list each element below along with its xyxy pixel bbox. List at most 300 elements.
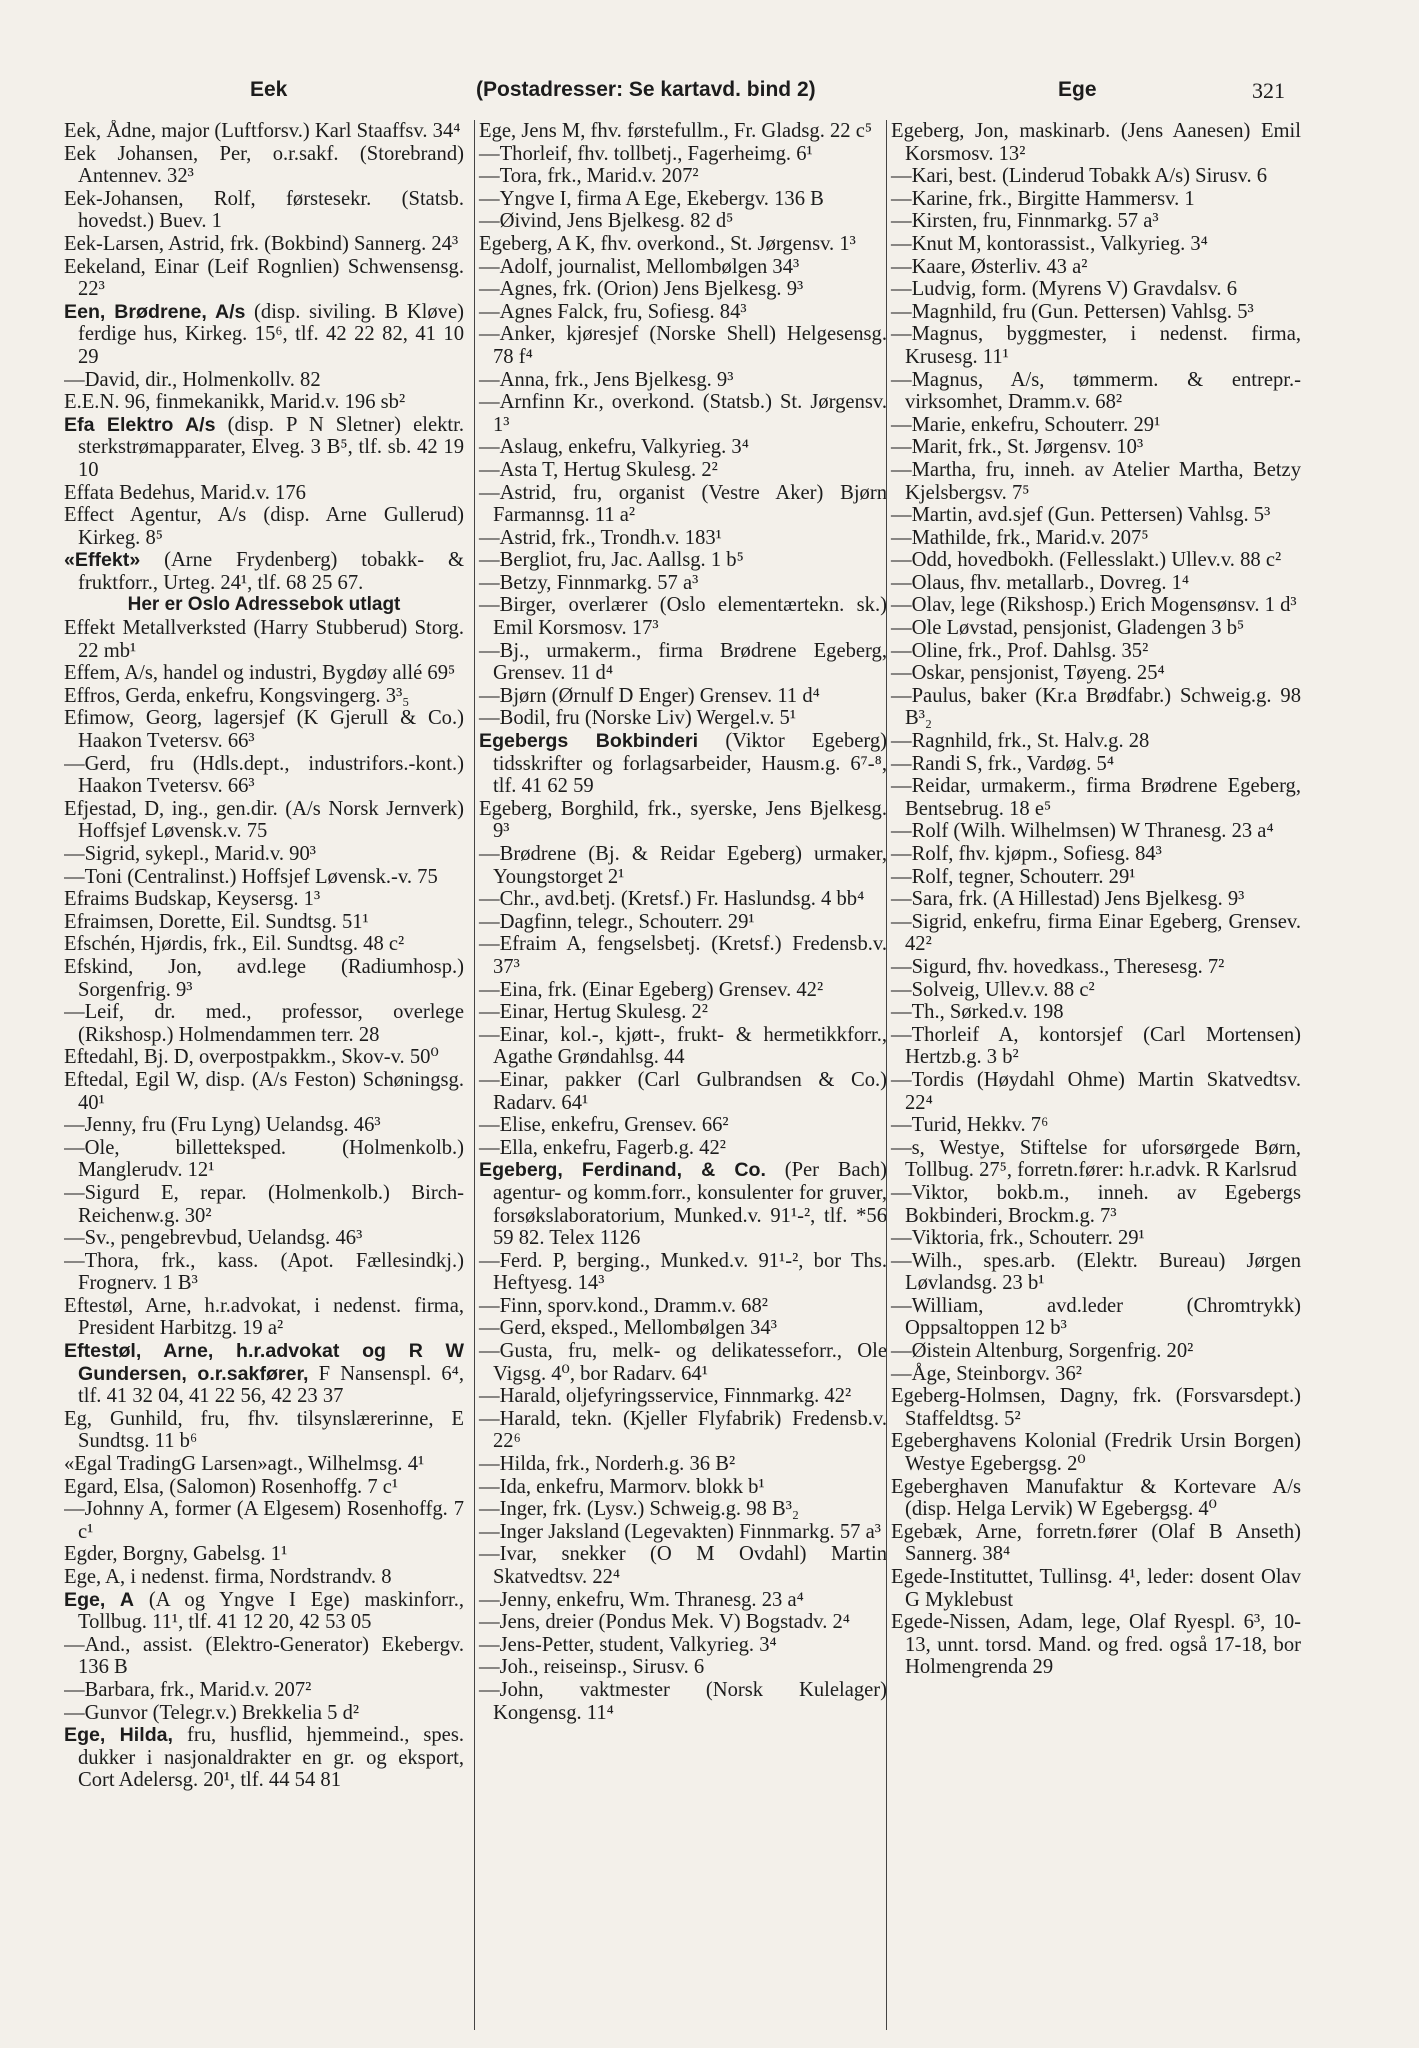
entry-text: —Toni (Centralinst.) Hoffsjef Løvensk.-v. 75 <box>64 865 438 888</box>
entry-text: —Sigrid, enkefru, firma Einar Egeberg, Grensev. 42² <box>891 910 1301 956</box>
entry-text: Effros, Gerda, enkefru, Kongsvingerg. 3³₅ <box>64 684 410 707</box>
directory-entry <box>891 956 1301 979</box>
entry-text: —Kari, best. (Linderud Tobakk A/s) Sirusv. 6 <box>891 165 1268 188</box>
entry-text: F Nansenspl. 6⁴, tlf. 41 32 04, 41 22 56, 42 23 37 <box>78 1362 464 1408</box>
entry-bold-name: Ege, Hilda, <box>64 1724 173 1747</box>
directory-entry <box>64 143 464 188</box>
entry-text: Egede-Nissen, Adam, lege, Olaf Ryespl. 6³, 10-13, unnt. torsd. Mand. og fred. også 17-18, bor Holmengrenda 29 <box>891 1611 1301 1679</box>
directory-entry <box>891 1340 1301 1363</box>
entry-text: —Bodil, fru (Norske Liv) Wergel.v. 5¹ <box>479 707 796 730</box>
directory-entry <box>64 617 464 662</box>
directory-entry <box>891 301 1301 324</box>
directory-entry <box>891 120 1301 165</box>
entry-bold-name: Een, Brødrene, A/s <box>64 300 246 323</box>
entry-text: —Olaus, fhv. metallarb., Dovreg. 1⁴ <box>891 571 1190 594</box>
entry-bold-name: Ege, A <box>64 1588 134 1611</box>
directory-entry <box>891 662 1301 685</box>
entry-text: —Th., Sørked.v. 198 <box>891 1001 1064 1024</box>
directory-entry <box>891 979 1301 1002</box>
entry-text: E.E.N. 96, finmekanikk, Marid.v. 196 sb² <box>64 391 406 414</box>
directory-entry <box>64 1182 464 1227</box>
entry-text: Eg, Gunhild, fru, fhv. tilsynslærerinne, E Sundtsg. 11 b⁶ <box>64 1407 464 1453</box>
directory-entry <box>479 188 887 211</box>
directory-entry <box>479 1656 887 1679</box>
entry-text: —John, vaktmester (Norsk Kulelager) Kongensg. 11⁴ <box>479 1678 887 1724</box>
entry-text: —Agnes, frk. (Orion) Jens Bjelkesg. 9³ <box>479 278 804 301</box>
entry-text: —Jenny, enkefru, Wm. Thranesg. 23 a⁴ <box>479 1588 804 1611</box>
entry-text: —Brødrene (Bj. & Reidar Egeberg) urmaker, Youngstorget 2¹ <box>479 843 887 888</box>
column-1 <box>64 120 464 2030</box>
entry-text: —Turid, Hekkv. 7⁶ <box>891 1114 1049 1137</box>
entry-text: Egder, Borgny, Gabelsg. 1¹ <box>64 1543 288 1566</box>
entry-text: (A og Yngve I Ege) maskinforr., Tollbug. 11¹, tlf. 41 12 20, 42 53 05 <box>78 1588 464 1634</box>
entry-text: —Anna, frk., Jens Bjelkesg. 9³ <box>479 368 734 391</box>
entry-text: —Solveig, Ullev.v. 88 c² <box>891 978 1095 1001</box>
directory-entry <box>891 911 1301 956</box>
directory-entry <box>479 1069 887 1114</box>
entry-text: «Egal TradingG Larsen»agt., Wilhelmsg. 4¹ <box>64 1453 425 1476</box>
entry-text: —Chr., avd.betj. (Kretsf.) Fr. Haslundsg. 4 bb⁴ <box>479 888 865 911</box>
entry-text: —Astrid, frk., Trondh.v. 183¹ <box>479 526 722 549</box>
directory-entry <box>891 1114 1301 1137</box>
entry-text: Ege, A, i nedenst. firma, Nordstrandv. 8 <box>64 1566 392 1588</box>
entry-text: —Sigurd E, repar. (Holmenkolb.) Birch-Reichenw.g. 30² <box>64 1181 464 1227</box>
directory-entry <box>479 1634 887 1657</box>
directory-entry <box>64 120 464 143</box>
directory-entry <box>479 1317 887 1340</box>
directory-entry <box>64 1295 464 1340</box>
directory-entry <box>479 1521 887 1544</box>
directory-entry <box>891 843 1301 866</box>
entry-text: —Tordis (Høydahl Ohme) Martin Skatvedtsv. 22⁴ <box>891 1068 1301 1114</box>
entry-text: —Ida, enkefru, Marmorv. blokk b¹ <box>479 1475 765 1498</box>
entry-text: (Viktor Egeberg) tidsskrifter og forlagsarbeider, Hausm.g. 6⁷-⁸, tlf. 41 62 59 <box>493 730 887 798</box>
directory-entry <box>479 1295 887 1318</box>
directory-entry <box>891 730 1301 753</box>
directory-entry <box>64 301 464 369</box>
directory-entry <box>64 1250 464 1295</box>
entry-text: —Øistein Altenburg, Sorgenfrig. 20² <box>891 1340 1194 1363</box>
header-first-name: Eek <box>250 78 288 101</box>
entry-text: Eftestøl, Arne, h.r.advokat, i nedenst. firma, President Harbitzg. 19 a² <box>64 1294 464 1340</box>
directory-entry <box>479 1340 887 1385</box>
directory-entry <box>64 1543 464 1566</box>
page-number: 321 <box>1252 78 1285 103</box>
entry-text: Efskind, Jon, avd.lege (Radiumhosp.) Sorgenfrig. 9³ <box>64 955 464 1001</box>
directory-entry <box>891 165 1301 188</box>
directory-entry <box>479 707 887 730</box>
entry-text: Effem, A/s, handel og industri, Bygdøy allé 69⁵ <box>64 662 456 685</box>
entry-text: —Barbara, frk., Marid.v. 207² <box>64 1678 312 1701</box>
entry-text: Eekeland, Einar (Leif Rognlien) Schwensensg. 22³ <box>64 255 464 301</box>
entry-text: Eek-Johansen, Rolf, førstesekr. (Statsb. hovedst.) Buev. 1 <box>64 187 464 233</box>
directory-entry <box>479 1250 887 1295</box>
entry-bold-name: Egebergs Bokbinderi <box>479 730 699 753</box>
entry-text: —Gerd, fru (Hdls.dept., industrifors.-kont.) Haakon Tvetersv. 66³ <box>64 752 464 798</box>
entry-text: —Astrid, fru, organist (Vestre Aker) Bjørn Farmannsg. 11 a² <box>479 481 887 527</box>
entry-text: Egeberg, A K, fhv. overkond., St. Jørgensv. 1³ <box>479 232 856 255</box>
entry-text: —Oline, frk., Prof. Dahlsg. 35² <box>891 639 1149 662</box>
directory-entry <box>891 210 1301 233</box>
directory-entry <box>64 685 464 708</box>
directory-entry <box>891 572 1301 595</box>
entry-text: —Sara, frk. (A Hillestad) Jens Bjelkesg. 9³ <box>891 888 1245 911</box>
directory-entry <box>64 933 464 956</box>
entry-text: —Tora, frk., Marid.v. 207² <box>479 165 699 188</box>
directory-entry <box>64 1702 464 1725</box>
entry-text: —Rolf, fhv. kjøpm., Sofiesg. 84³ <box>891 843 1162 865</box>
entry-text: —Rolf (Wilh. Wilhelmsen) W Thranesg. 23 a⁴ <box>891 820 1274 843</box>
entry-text: (disp. siviling. B Kløve) ferdige hus, Kirkeg. 15⁶, tlf. 42 22 82, 41 10 29 <box>78 300 464 368</box>
entry-text: —Harald, oljefyringsservice, Finnmarkg. 42² <box>479 1385 852 1408</box>
directory-entry <box>479 482 887 527</box>
entry-text: —Hilda, frk., Norderh.g. 36 B² <box>479 1453 736 1476</box>
entry-text: —Reidar, urmakerm., firma Brødrene Egeberg, Bentsebrug. 18 e⁵ <box>891 775 1301 820</box>
directory-entry <box>891 685 1301 730</box>
entry-text: —Betzy, Finnmarkg. 57 a³ <box>479 571 699 594</box>
directory-entry <box>891 414 1301 437</box>
entry-text: —Viktoria, frk., Schouterr. 29¹ <box>891 1227 1145 1250</box>
entry-bold-name: Egeberg, Ferdinand, & Co. <box>479 1159 766 1182</box>
directory-entry <box>479 798 887 843</box>
entry-text: —Ivar, snekker (O M Ovdahl) Martin Skatvedtsv. 22⁴ <box>479 1543 887 1588</box>
entry-text: —Elise, enkefru, Grensev. 66² <box>479 1114 729 1137</box>
entry-text: —Sv., pengebrevbud, Uelandsg. 46³ <box>64 1227 363 1250</box>
directory-entry <box>64 1566 464 1589</box>
directory-entry <box>479 1137 887 1160</box>
entry-text: —Øivind, Jens Bjelkesg. 82 d⁵ <box>479 210 734 233</box>
entry-text: Ege, Jens M, fhv. førstefullm., Fr. Gladsg. 22 c⁵ <box>479 120 873 142</box>
directory-entry <box>891 775 1301 820</box>
entry-text: —And., assist. (Elektro-Generator) Ekebergv. 136 B <box>64 1633 464 1679</box>
directory-entry <box>891 188 1301 211</box>
directory-entry <box>891 820 1301 843</box>
directory-entry <box>891 888 1301 911</box>
entry-text: —Wilh., spes.arb. (Elektr. Bureau) Jørgen Løvlandsg. 23 b¹ <box>891 1249 1301 1295</box>
entry-text: —Oskar, pensjonist, Tøyeng. 25⁴ <box>891 662 1165 685</box>
directory-entry <box>891 866 1301 889</box>
directory-entry <box>64 1046 464 1069</box>
entry-text: —Odd, hovedbokh. (Fellesslakt.) Ullev.v. 88 c² <box>891 549 1282 572</box>
directory-entry <box>891 527 1301 550</box>
entry-text: —Jenny, fru (Fru Lyng) Uelandsg. 46³ <box>64 1114 381 1137</box>
directory-entry <box>64 956 464 1001</box>
entry-text: —Knut M, kontorassist., Valkyrieg. 3⁴ <box>891 232 1208 255</box>
entry-text: —Thorleif, fhv. tollbetj., Fagerheimg. 6¹ <box>479 142 813 165</box>
directory-entry <box>479 143 887 166</box>
directory-entry <box>64 798 464 843</box>
directory-entry <box>64 188 464 233</box>
entry-text: —Olav, lege (Rikshosp.) Erich Mogensønsv. 1 d³ <box>891 594 1297 617</box>
entry-text: Egard, Elsa, (Salomon) Rosenhoffg. 7 c¹ <box>64 1475 399 1498</box>
directory-entry <box>891 617 1301 640</box>
directory-entry <box>479 1001 887 1024</box>
directory-entry <box>891 549 1301 572</box>
directory-entry <box>891 1227 1301 1250</box>
directory-entry <box>64 256 464 301</box>
entry-text: —Johnny A, former (A Elgesem) Rosenhoffg. 7 c¹ <box>64 1498 464 1543</box>
entry-text: —Thora, frk., kass. (Apot. Fællesindkj.) Frognerv. 1 B³ <box>64 1249 464 1295</box>
entry-text: Eek-Larsen, Astrid, frk. (Bokbind) Sannerg. 24³ <box>64 232 459 255</box>
column-3 <box>886 120 1301 2030</box>
directory-entry <box>479 594 887 639</box>
entry-text: —Gunvor (Telegr.v.) Brekkelia 5 d² <box>64 1701 360 1724</box>
directory-entry <box>64 1137 464 1182</box>
entry-text: —Randi S, frk., Vardøg. 5⁴ <box>891 752 1115 775</box>
entry-text: —Yngve I, firma A Ege, Ekebergv. 136 B <box>479 187 824 210</box>
directory-entry <box>64 1227 464 1250</box>
directory-entry <box>479 933 887 978</box>
entry-text: (disp. P N Sletner) elektr. sterkstrømapparater, Elveg. 3 B⁵, tlf. sb. 42 19 10 <box>78 413 464 481</box>
entry-text: Efimow, Georg, lagersjef (K Gjerull & Co.) Haakon Tvetersv. 66³ <box>64 707 464 753</box>
entry-text: (Arne Frydenberg) tobakk- & fruktforr., Urteg. 24¹, tlf. 68 25 67. <box>78 549 464 594</box>
directory-entry <box>479 391 887 436</box>
entry-text: —Ludvig, form. (Myrens V) Gravdalsv. 6 <box>891 278 1238 301</box>
directory-entry <box>64 1069 464 1114</box>
directory-entry <box>64 753 464 798</box>
directory-entry <box>64 549 464 594</box>
directory-entry <box>64 888 464 911</box>
entry-text: —Kaare, Østerliv. 43 a² <box>891 255 1088 278</box>
directory-entry <box>479 730 887 798</box>
directory-entry <box>479 256 887 279</box>
entry-text: —Arnfinn Kr., overkond. (Statsb.) St. Jørgensv. 1³ <box>479 391 887 436</box>
entry-text: Effect Agentur, A/s (disp. Arne Gullerud) Kirkeg. 8⁵ <box>64 504 464 549</box>
directory-entry <box>64 911 464 934</box>
entry-text: Egeberg-Holmsen, Dagny, frk. (Forsvarsdept.) Staffeldtsg. 5² <box>891 1385 1301 1430</box>
directory-entry <box>479 369 887 392</box>
directory-entry <box>479 233 887 256</box>
directory-entry <box>64 866 464 889</box>
entry-text: Efraimsen, Dorette, Eil. Sundtsg. 51¹ <box>64 910 369 933</box>
entry-text: Egeberg, Jon, maskinarb. (Jens Aanesen) Emil Korsmosv. 13² <box>891 120 1301 165</box>
directory-entry <box>479 1679 887 1724</box>
directory-entry <box>479 1498 887 1521</box>
directory-entry <box>479 459 887 482</box>
directory-entry <box>64 707 464 752</box>
directory-entry <box>891 1001 1301 1024</box>
directory-entry <box>479 549 887 572</box>
directory-entry <box>64 1679 464 1702</box>
entry-text: Egeberghaven Manufaktur & Kortevare A/s (disp. Helga Lervik) W Egebergsg. 4⁰ <box>891 1475 1301 1521</box>
entry-text: —Viktor, bokb.m., inneh. av Egebergs Bokbinderi, Brockm.g. 7³ <box>891 1181 1301 1227</box>
directory-entry <box>64 482 464 505</box>
directory-entry <box>479 165 887 188</box>
entry-text: Eftedal, Egil W, disp. (A/s Feston) Schøningsg. 40¹ <box>64 1068 464 1114</box>
directory-entry <box>891 1476 1301 1521</box>
directory-entry <box>479 1476 887 1499</box>
entry-text: —Efraim A, fengselsbetj. (Kretsf.) Fredensb.v. 37³ <box>479 933 887 978</box>
directory-entry <box>479 1385 887 1408</box>
entry-text: —Marie, enkefru, Schouterr. 29¹ <box>891 413 1161 436</box>
directory-entry <box>891 436 1301 459</box>
entry-text: —Joh., reiseinsp., Sirusv. 6 <box>479 1656 705 1679</box>
directory-entry <box>64 504 464 549</box>
entry-text: —Bj., urmakerm., firma Brødrene Egeberg, Grensev. 11 d⁴ <box>479 639 887 685</box>
directory-entry <box>891 1069 1301 1114</box>
entry-text: —Ferd. P, berging., Munked.v. 91¹-², bor Ths. Heftyesg. 14³ <box>479 1249 887 1295</box>
entry-text: Efschén, Hjørdis, frk., Eil. Sundtsg. 48 c² <box>64 933 405 956</box>
directory-entry <box>891 323 1301 368</box>
directory-entry <box>479 843 887 888</box>
entry-text: Egeberg, Borghild, frk., syerske, Jens Bjelkesg. 9³ <box>479 797 887 843</box>
entry-text: —Einar, Hertug Skulesg. 2² <box>479 1001 708 1024</box>
directory-entry <box>891 504 1301 527</box>
entry-text: —Paulus, baker (Kr.a Brødfabr.) Schweig.g. 98 B³₂ <box>891 684 1301 730</box>
directory-entry <box>891 640 1301 663</box>
directory-entry <box>891 1250 1301 1295</box>
entry-text: —Asta T, Hertug Skulesg. 2² <box>479 458 718 481</box>
directory-entry <box>64 1589 464 1634</box>
directory-entry <box>64 1114 464 1137</box>
directory-entry <box>479 278 887 301</box>
directory-entry <box>479 572 887 595</box>
directory-entry <box>479 1611 887 1634</box>
entry-text: —Magnhild, fru (Gun. Pettersen) Vahlsg. 5³ <box>891 300 1254 323</box>
directory-entry <box>479 1589 887 1612</box>
entry-text: —Martin, avd.sjef (Gun. Pettersen) Vahlsg. 5³ <box>891 504 1271 527</box>
entry-text: —Finn, sporv.kond., Dramm.v. 68² <box>479 1294 768 1317</box>
directory-entry <box>64 1498 464 1543</box>
entry-text: —Ole Løvstad, pensjonist, Gladengen 3 b⁵ <box>891 617 1245 640</box>
directory-entry <box>891 1566 1301 1611</box>
directory-entry <box>479 640 887 685</box>
directory-entry <box>891 1521 1301 1566</box>
directory-entry <box>891 753 1301 776</box>
directory-entry <box>891 369 1301 414</box>
entry-text: —Birger, overlærer (Oslo elementærtekn. sk.) Emil Korsmosv. 17³ <box>479 594 887 640</box>
directory-entry <box>891 1363 1301 1386</box>
entry-text: —Adolf, journalist, Mellombølgen 34³ <box>479 255 800 278</box>
entry-text: —Thorleif A, kontorsjef (Carl Mortensen) Hertzb.g. 3 b² <box>891 1023 1301 1069</box>
directory-entry <box>479 323 887 368</box>
directory-entry <box>64 1340 464 1408</box>
directory-entry <box>891 1430 1301 1475</box>
directory-entry <box>479 685 887 708</box>
entry-text: Efjestad, D, ing., gen.dir. (A/s Norsk Jernverk) Hoffsjef Løvensk.v. 75 <box>64 797 464 843</box>
directory-entry <box>479 979 887 1002</box>
entry-text: —Kirsten, fru, Finnmarkg. 57 a³ <box>891 210 1159 233</box>
directory-entry <box>64 843 464 866</box>
entry-text: —Bergliot, fru, Jac. Aallsg. 1 b⁵ <box>479 549 744 572</box>
directory-entry <box>891 256 1301 279</box>
directory-entry <box>479 527 887 550</box>
entry-text: Eek, Ådne, major (Luftforsv.) Karl Staaffsv. 34⁴ <box>64 120 461 142</box>
entry-text: —Harald, tekn. (Kjeller Flyfabrik) Fredensb.v. 22⁶ <box>479 1407 887 1453</box>
entry-text: —Åge, Steinborgv. 36² <box>891 1362 1082 1385</box>
entry-text: Effata Bedehus, Marid.v. 176 <box>64 481 306 504</box>
entry-text: —s, Westye, Stiftelse for uforsørgede Børn, Tollbug. 27⁵, forretn.fører: h.r.advk. R Karlsrud <box>891 1136 1301 1182</box>
directory-entry <box>479 436 887 459</box>
entry-text: —Magnus, A/s, tømmerm. & entrepr.-virksomhet, Dramm.v. 68² <box>891 368 1301 414</box>
entry-bold-name: «Effekt» <box>64 549 141 572</box>
header-postal-note: (Postadresser: Se kartavd. bind 2) <box>476 78 816 101</box>
entry-text: —Mathilde, frk., Marid.v. 207⁵ <box>891 526 1149 549</box>
entry-text: —Jens, dreier (Pondus Mek. V) Bogstadv. 2⁴ <box>479 1611 850 1634</box>
entry-text: fru, husflid, hjemmeind., spes. dukker i nasjonaldrakter en gr. og eksport, Cort Adelersg. 20¹, tlf. 44 54 81 <box>78 1724 464 1792</box>
directory-entry <box>479 1024 887 1069</box>
entry-text: (Per Bach) agentur- og komm.forr., konsulenter for gruver, forsøkslaboratorium, Munked.v. 91¹-², tlf. *56 59 82. Telex 1126 <box>493 1159 887 1250</box>
entry-text: —Leif, dr. med., professor, overlege (Rikshosp.) Holmendammen terr. 28 <box>64 1001 464 1046</box>
directory-entry <box>479 1159 887 1249</box>
directory-entry <box>479 1543 887 1588</box>
page-header <box>62 78 1362 114</box>
directory-entry <box>64 369 464 392</box>
entry-text: —Bjørn (Ørnulf D Enger) Grensev. 11 d⁴ <box>479 684 820 707</box>
entry-text: —Agnes Falck, fru, Sofiesg. 84³ <box>479 300 747 323</box>
entry-bold-name: Efa Elektro A/s <box>64 413 216 436</box>
entry-text: —Karine, frk., Birgitte Hammersv. 1 <box>891 187 1195 210</box>
directory-entry <box>64 662 464 685</box>
entry-text: —Anker, kjøresjef (Norske Shell) Helgesensg. 78 f⁴ <box>479 323 887 368</box>
entry-text: —Eina, frk. (Einar Egeberg) Grensev. 42² <box>479 978 824 1001</box>
entry-text: —Sigrid, sykepl., Marid.v. 90³ <box>64 843 316 865</box>
directory-entry <box>64 391 464 414</box>
directory-entry <box>64 1408 464 1453</box>
directory-entry <box>891 1295 1301 1340</box>
entry-text: —Magnus, byggmester, i nedenst. firma, Krusesg. 11¹ <box>891 323 1301 368</box>
entry-text: Egede-Instituttet, Tullinsg. 4¹, leder: dosent Olav G Myklebust <box>891 1566 1301 1611</box>
directory-entry <box>64 1724 464 1792</box>
entry-text: —Ragnhild, frk., St. Halv.g. 28 <box>891 730 1150 753</box>
entry-text: —Inger, frk. (Lysv.) Schweig.g. 98 B³₂ <box>479 1498 800 1521</box>
directory-entry <box>891 1024 1301 1069</box>
entry-text: —Ella, enkefru, Fagerb.g. 42² <box>479 1136 726 1159</box>
directory-entry <box>479 1114 887 1137</box>
entry-text: Egeberghavens Kolonial (Fredrik Ursin Borgen) Westye Egebergsg. 2⁰ <box>891 1430 1301 1476</box>
entry-text: —Einar, pakker (Carl Gulbrandsen & Co.) Radarv. 64¹ <box>479 1068 887 1114</box>
header-last-name: Ege <box>1058 78 1097 101</box>
entry-text: —Jens-Petter, student, Valkyrieg. 3⁴ <box>479 1633 777 1656</box>
entry-text: Efraims Budskap, Keysersg. 1³ <box>64 888 321 911</box>
entry-text: —Gerd, eksped., Mellombølgen 34³ <box>479 1317 777 1340</box>
directory-entry <box>891 1137 1301 1182</box>
directory-entry <box>479 301 887 324</box>
directory-entry <box>479 1408 887 1453</box>
entry-bold-name: Eftestøl, Arne, h.r.advokat og R W Gundersen, o.r.sakfører, <box>64 1340 464 1385</box>
entry-text: Egebæk, Arne, forretn.fører (Olaf B Anseth) Sannerg. 38⁴ <box>891 1520 1301 1566</box>
entry-text: —David, dir., Holmenkollv. 82 <box>64 368 321 391</box>
directory-entry <box>479 1453 887 1476</box>
directory-entry <box>891 233 1301 256</box>
directory-entry <box>891 459 1301 504</box>
directory-entry <box>479 911 887 934</box>
directory-entry <box>479 120 887 143</box>
entry-text: —Sigurd, fhv. hovedkass., Theresesg. 7² <box>891 955 1225 978</box>
entry-text: —Marit, frk., St. Jørgensv. 10³ <box>891 436 1144 459</box>
entry-text: Eek Johansen, Per, o.r.sakf. (Storebrand) Antennev. 32³ <box>64 142 464 188</box>
entry-text: —Einar, kol.-, kjøtt-, frukt- & hermetikkforr., Agathe Grøndahlsg. 44 <box>479 1023 887 1069</box>
directory-entry <box>891 1611 1301 1679</box>
entry-text: —Aslaug, enkefru, Valkyrieg. 3⁴ <box>479 436 749 459</box>
directory-entry <box>479 210 887 233</box>
column-2 <box>474 120 887 2030</box>
entry-text: Effekt Metallverksted (Harry Stubberud) Storg. 22 mb¹ <box>64 617 464 662</box>
entry-text: —Gusta, fru, melk- og delikatesseforr., Ole Vigsg. 4⁰, bor Radarv. 64¹ <box>479 1340 887 1385</box>
entry-text: —William, avd.leder (Chromtrykk) Oppsaltoppen 12 b³ <box>891 1294 1301 1340</box>
directory-entry <box>64 233 464 256</box>
directory-entry <box>64 1453 464 1476</box>
directory-entry <box>479 888 887 911</box>
entry-text: —Martha, fru, inneh. av Atelier Martha, Betzy Kjelsbergsv. 7⁵ <box>891 458 1301 504</box>
directory-entry <box>64 1001 464 1046</box>
directory-entry <box>891 594 1301 617</box>
directory-entry <box>891 1385 1301 1430</box>
directory-entry <box>64 1476 464 1499</box>
notice-heading: Her er Oslo Adressebok utlagt <box>127 594 401 616</box>
entry-text: —Dagfinn, telegr., Schouterr. 29¹ <box>479 910 755 933</box>
entry-text: —Inger Jaksland (Legevakten) Finnmarkg. 57 a³ <box>479 1520 881 1543</box>
